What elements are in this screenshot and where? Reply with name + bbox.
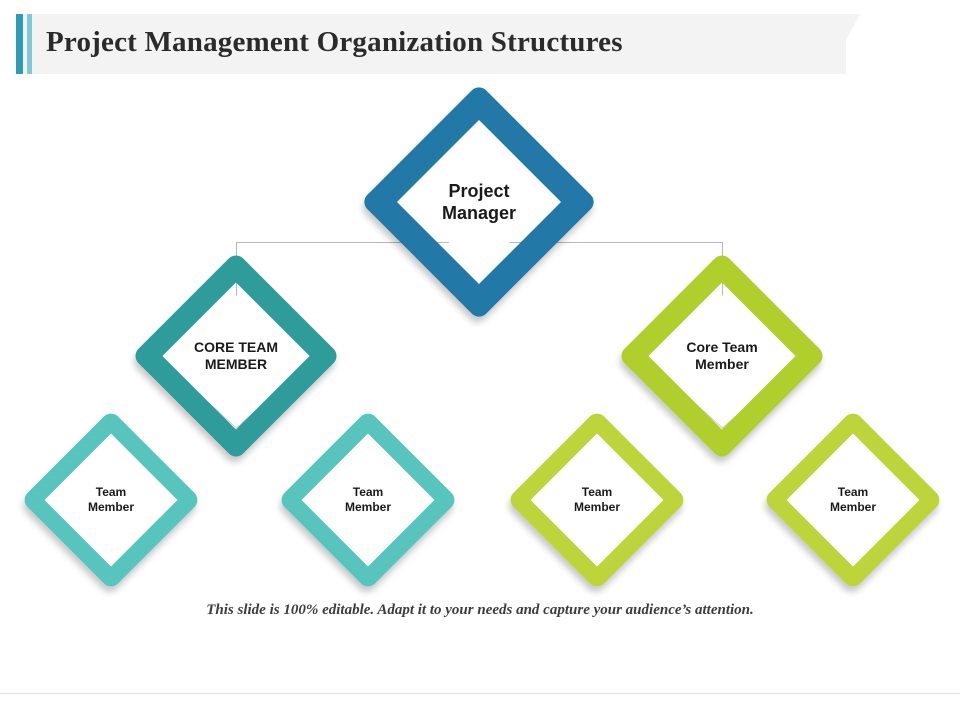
node-team-member-1[interactable]	[47, 436, 175, 564]
node-team-member-4-label-line2: Member	[829, 500, 876, 514]
header-background-corner	[828, 14, 860, 74]
page-title: Project Management Organization Structures	[46, 26, 623, 58]
node-core-team-right[interactable]	[648, 282, 796, 430]
node-project-manager-label-line1: Project	[448, 180, 510, 201]
node-team-member-2-label-line2: Member	[344, 500, 391, 514]
node-team-member-3-label-line2: Member	[573, 500, 620, 514]
node-team-member-4[interactable]	[789, 436, 917, 564]
node-team-member-4-label-line1: Team	[837, 485, 869, 499]
node-project-manager-label-line2: Manager	[441, 203, 517, 223]
slide-bottom-bar	[0, 693, 960, 720]
node-core-team-left[interactable]	[162, 282, 310, 430]
org-chart-diagram	[0, 76, 960, 636]
header-accent-bar-dark	[16, 14, 23, 74]
node-team-member-1-label-line1: Team	[95, 485, 127, 499]
node-core-team-right-label-line2: Member	[695, 356, 749, 372]
node-team-member-1-label-line2: Member	[87, 500, 134, 514]
node-team-member-3-label-line1: Team	[581, 485, 613, 499]
node-team-member-2-label-line1: Team	[352, 485, 384, 499]
header-accent-bar-light	[27, 14, 32, 74]
slide-header	[0, 14, 960, 76]
node-team-member-2[interactable]	[304, 436, 432, 564]
node-project-manager[interactable]	[395, 118, 563, 286]
node-core-team-left-label-line1: CORE TEAM	[194, 338, 278, 355]
node-team-member-3[interactable]	[533, 436, 661, 564]
editable-note: This slide is 100% editable. Adapt it to your needs and capture your audience’s attention.	[206, 602, 754, 618]
node-core-team-left-label-line2: MEMBER	[204, 356, 268, 372]
node-core-team-right-label-line1: Core Team	[686, 338, 758, 355]
